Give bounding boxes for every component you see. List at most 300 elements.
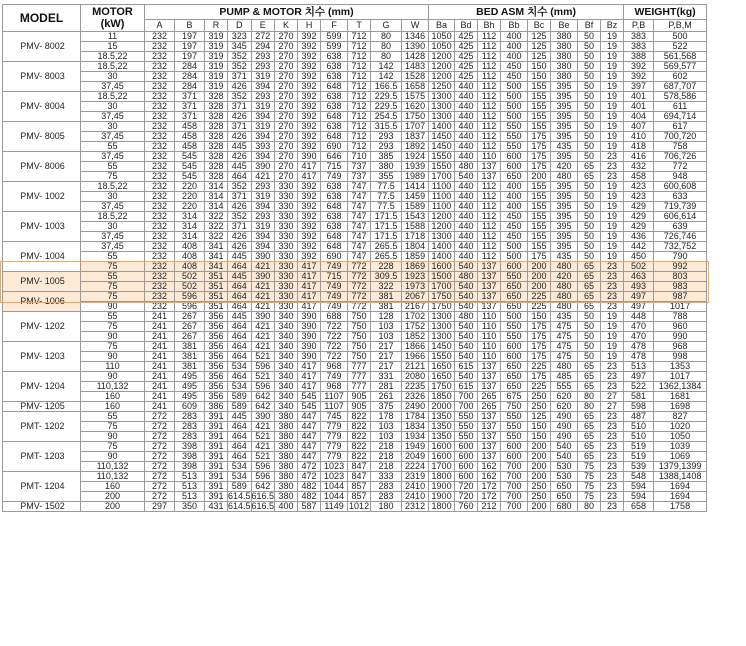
table-cell: 150 [528, 432, 551, 442]
motor-kw-cell: 30 [81, 192, 145, 202]
table-cell: 50 [578, 112, 601, 122]
table-cell: 589 [228, 482, 252, 492]
table-cell: 110 [478, 152, 501, 162]
table-cell: 23 [601, 422, 624, 432]
table-cell: 293 [251, 52, 275, 62]
table-cell: 23 [601, 382, 624, 392]
table-cell: 2080 [402, 372, 429, 382]
table-cell: 464 [228, 262, 252, 272]
table-cell: 392 [298, 72, 321, 82]
table-cell: 1388,1408 [654, 472, 707, 482]
table-cell: 225 [528, 362, 551, 372]
table-cell: 550 [501, 432, 528, 442]
table-cell: 330 [275, 302, 298, 312]
table-cell: 530 [551, 462, 578, 472]
table-cell: 519 [624, 452, 654, 462]
table-cell: 380 [551, 42, 578, 52]
table-cell: 482 [298, 492, 321, 502]
table-cell: 1784 [402, 412, 429, 422]
table-cell: 493 [624, 282, 654, 292]
table-cell: 620 [551, 392, 578, 402]
table-cell: 392 [298, 132, 321, 142]
table-row [3, 462, 707, 472]
table-cell: 383 [624, 42, 654, 52]
table-cell: 497 [624, 292, 654, 302]
table-cell: 125 [528, 52, 551, 62]
table-cell: 254.5 [371, 112, 402, 122]
table-cell: 171.5 [371, 222, 402, 232]
table-cell: 398 [175, 452, 205, 462]
table-cell: 392 [298, 122, 321, 132]
table-cell: 352 [228, 52, 252, 62]
table-cell: 440 [455, 102, 478, 112]
table-cell: 80 [578, 392, 601, 402]
table-cell: 175 [528, 332, 551, 342]
table-cell: 340 [275, 372, 298, 382]
table-cell: 272 [145, 472, 175, 482]
table-cell: 391 [205, 412, 228, 422]
table-cell: 19 [601, 352, 624, 362]
table-cell: 426 [228, 112, 252, 122]
table-cell: 426 [228, 242, 252, 252]
table-cell: 534 [228, 362, 252, 372]
table-cell: 1750 [429, 302, 455, 312]
table-cell: 404 [624, 112, 654, 122]
table-cell: 545 [175, 162, 205, 172]
table-cell: 394 [251, 242, 275, 252]
table-cell: 270 [275, 162, 298, 172]
table-cell: 232 [145, 262, 175, 272]
table-cell: 421 [251, 302, 275, 312]
table-cell: 1758 [654, 502, 707, 512]
table-cell: 638 [321, 52, 348, 62]
table-cell: 356 [205, 372, 228, 382]
table-cell: 390 [251, 162, 275, 172]
table-cell: 137 [478, 422, 501, 432]
table-cell: 1450 [429, 132, 455, 142]
table-cell: 968 [654, 342, 707, 352]
table-cell: 1250 [429, 82, 455, 92]
table-cell: 1698 [654, 402, 707, 412]
bed-asm-dimensions-header: BED ASM 치수 (mm) [429, 5, 624, 20]
table-cell: 426 [228, 152, 252, 162]
table-cell: 50 [578, 92, 601, 102]
table-cell: 417 [298, 372, 321, 382]
table-row [3, 272, 707, 282]
table-cell: 1550 [429, 152, 455, 162]
table-cell: 700,720 [654, 132, 707, 142]
table-cell: 380 [275, 432, 298, 442]
table-cell: 322 [371, 282, 402, 292]
table-row [3, 282, 707, 292]
table-cell: 23 [601, 432, 624, 442]
table-cell: 534 [228, 472, 252, 482]
table-cell: 241 [145, 392, 175, 402]
table-cell: 480 [455, 312, 478, 322]
table-row [3, 402, 707, 412]
table-cell: 1044 [321, 482, 348, 492]
table-cell: 650 [551, 482, 578, 492]
table-cell: 232 [145, 82, 175, 92]
table-cell: 400 [501, 182, 528, 192]
model-cell: PMV- 1005 [3, 272, 81, 292]
table-cell: 261 [371, 392, 402, 402]
table-cell: 80 [578, 402, 601, 412]
table-cell: 648 [321, 232, 348, 242]
table-cell: 23 [601, 472, 624, 482]
table-cell: 722 [321, 342, 348, 352]
table-cell: 638 [321, 182, 348, 192]
table-cell: 1300 [429, 112, 455, 122]
table-cell: 293 [251, 212, 275, 222]
table-cell: 779 [321, 432, 348, 442]
table-cell: 200 [528, 462, 551, 472]
table-cell: 352 [228, 182, 252, 192]
table-cell: 232 [145, 222, 175, 232]
table-cell: 545 [298, 392, 321, 402]
table-cell: 421 [251, 342, 275, 352]
table-cell: 614.5 [228, 501, 251, 511]
table-cell: 1869 [402, 262, 429, 272]
table-cell: 356 [205, 392, 228, 402]
table-cell: 328 [205, 92, 228, 102]
table-cell: 142 [371, 62, 402, 72]
table-row [3, 322, 707, 332]
table-cell: 390 [251, 272, 275, 282]
table-cell: 857 [348, 492, 371, 502]
table-row [3, 142, 707, 152]
table-cell: 712 [348, 32, 371, 42]
table-cell: 500 [501, 242, 528, 252]
table-cell: 589 [228, 392, 252, 402]
table-cell: 500 [501, 312, 528, 322]
table-cell: 487 [624, 412, 654, 422]
table-cell: 23 [601, 172, 624, 182]
table-cell: 440 [455, 252, 478, 262]
table-cell: 380 [275, 462, 298, 472]
table-cell: 314 [205, 182, 228, 192]
pump-col-header: T [348, 20, 371, 32]
table-cell: 1700 [429, 172, 455, 182]
table-cell: 293 [251, 92, 275, 102]
table-cell: 330 [275, 252, 298, 262]
table-cell: 747 [348, 242, 371, 252]
motor-kw-cell: 37,45 [81, 112, 145, 122]
table-cell: 175 [528, 352, 551, 362]
table-row [3, 362, 707, 372]
table-cell: 270 [275, 42, 298, 52]
table-cell: 50 [578, 72, 601, 82]
table-cell: 19 [601, 332, 624, 342]
table-cell: 1600 [429, 262, 455, 272]
table-cell: 390 [251, 312, 275, 322]
table-cell: 232 [145, 252, 175, 262]
table-cell: 990 [654, 332, 707, 342]
table-cell: 2490 [402, 402, 429, 412]
table-cell: 19 [601, 202, 624, 212]
table-cell: 687,707 [654, 82, 707, 92]
table-cell: 341 [205, 242, 228, 252]
table-cell: 1707 [402, 122, 429, 132]
table-cell: 380 [551, 62, 578, 72]
weight-col-header: P,B,M [654, 20, 707, 32]
table-cell: 1892 [402, 142, 429, 152]
table-cell: 822 [348, 452, 371, 462]
table-cell: 197 [175, 32, 205, 42]
table-cell: 272 [145, 422, 175, 432]
table-cell: 232 [145, 242, 175, 252]
table-cell: 2049 [402, 452, 429, 462]
table-cell: 50 [578, 122, 601, 132]
table-cell: 1450 [429, 142, 455, 152]
table-cell: 270 [275, 112, 298, 122]
table-cell: 426 [228, 82, 252, 92]
table-cell: 19 [601, 42, 624, 52]
table-cell: 400 [275, 502, 298, 512]
table-cell: 2121 [402, 362, 429, 372]
table-cell: 65 [578, 172, 601, 182]
table-cell: 747 [348, 252, 371, 262]
table-cell: 569,577 [654, 62, 707, 72]
table-cell: 232 [145, 182, 175, 192]
table-cell: 200 [528, 172, 551, 182]
table-cell: 390 [298, 332, 321, 342]
table-cell: 429 [624, 212, 654, 222]
table-cell: 270 [275, 172, 298, 182]
table-cell: 600 [455, 452, 478, 462]
table-cell: 19 [601, 112, 624, 122]
table-cell: 284 [175, 82, 205, 92]
table-cell: 397 [624, 82, 654, 92]
table-cell: 394 [251, 82, 275, 92]
table-cell: 747 [348, 202, 371, 212]
table-cell: 371 [175, 92, 205, 102]
table-cell: 137 [478, 292, 501, 302]
table-cell: 747 [348, 192, 371, 202]
table-cell: 381 [371, 302, 402, 312]
table-cell: 490 [551, 432, 578, 442]
table-cell: 23 [601, 262, 624, 272]
table-cell: 77.5 [371, 192, 402, 202]
table-cell: 50 [578, 342, 601, 352]
table-cell: 77.5 [371, 202, 402, 212]
table-cell: 599 [321, 32, 348, 42]
table-cell: 1658 [402, 82, 429, 92]
motor-kw-cell: 75 [81, 282, 145, 292]
table-cell: 232 [145, 62, 175, 72]
table-cell: 772 [348, 282, 371, 292]
table-cell: 394 [251, 232, 275, 242]
table-cell: 125 [528, 42, 551, 52]
table-cell: 440 [455, 82, 478, 92]
table-cell: 1012 [349, 501, 370, 511]
table-cell: 510 [624, 432, 654, 442]
table-cell: 283 [175, 412, 205, 422]
table-cell: 394 [251, 202, 275, 212]
table-cell: 522 [654, 42, 707, 52]
table-cell: 458 [175, 132, 205, 142]
table-cell: 395 [551, 92, 578, 102]
table-cell: 1023 [321, 472, 348, 482]
table-cell: 1300 [429, 322, 455, 332]
table-cell: 600 [455, 442, 478, 452]
table-cell: 137 [478, 412, 501, 422]
table-cell: 297 [145, 502, 175, 512]
table-cell: 600 [501, 152, 528, 162]
table-cell: 550 [501, 412, 528, 422]
table-cell: 137 [478, 302, 501, 312]
table-cell: 293 [371, 142, 402, 152]
table-cell: 987 [654, 292, 707, 302]
table-cell: 319 [205, 42, 228, 52]
table-cell: 425 [455, 42, 478, 52]
table-cell: 319 [205, 52, 228, 62]
table-cell: 393 [251, 142, 275, 152]
table-cell: 480 [551, 262, 578, 272]
table-cell: 1620 [402, 102, 429, 112]
table-cell: 395 [551, 112, 578, 122]
table-cell: 380 [275, 442, 298, 452]
table-cell: 522 [624, 382, 654, 392]
table-cell: 232 [145, 232, 175, 242]
table-cell: 356 [205, 352, 228, 362]
table-cell: 270 [275, 102, 298, 112]
table-cell: 356 [205, 332, 228, 342]
table-cell: 480 [455, 272, 478, 282]
table-cell: 418 [624, 142, 654, 152]
table-cell: 314 [175, 212, 205, 222]
table-cell: 540 [455, 332, 478, 342]
motor-kw-cell: 110 [81, 362, 145, 372]
table-cell: 232 [145, 52, 175, 62]
table-cell: 112 [478, 142, 501, 152]
table-cell: 712 [348, 62, 371, 72]
table-cell: 80 [371, 52, 402, 62]
table-cell: 390 [298, 342, 321, 352]
table-cell: 390 [298, 352, 321, 362]
table-cell: 155 [528, 192, 551, 202]
table-cell: 440 [455, 212, 478, 222]
table-cell: 1900 [429, 492, 455, 502]
table-cell: 1483 [402, 62, 429, 72]
table-cell: 137 [478, 272, 501, 282]
table-cell: 712 [348, 92, 371, 102]
table-cell: 65 [578, 162, 601, 172]
motor-kw-cell: 37,45 [81, 242, 145, 252]
table-cell: 395 [551, 82, 578, 92]
table-cell: 1039 [654, 442, 707, 452]
table-cell: 200 [528, 262, 551, 272]
table-cell: 650 [501, 282, 528, 292]
table-cell: 772 [348, 262, 371, 272]
table-row [3, 492, 707, 502]
motor-header-unit: (kW) [100, 18, 125, 30]
table-cell: 960 [654, 322, 707, 332]
table-cell: 540 [455, 302, 478, 312]
table-cell: 421 [251, 322, 275, 332]
table-cell: 50 [578, 202, 601, 212]
table-cell: 1450 [429, 342, 455, 352]
table-cell: 283 [371, 492, 402, 502]
table-cell: 1700 [429, 462, 455, 472]
table-cell: 1100 [429, 202, 455, 212]
table-cell: 1718 [402, 232, 429, 242]
table-cell: 521 [251, 352, 275, 362]
table-cell: 417 [298, 362, 321, 372]
table-cell: 712 [348, 72, 371, 82]
table-cell: 270 [275, 32, 298, 42]
table-row [3, 472, 707, 482]
table-cell: 425 [455, 72, 478, 82]
table-cell: 600,608 [654, 182, 707, 192]
table-cell: 480 [551, 172, 578, 182]
table-cell: 232 [145, 102, 175, 112]
table-cell: 340 [275, 402, 298, 412]
table-cell: 464 [228, 452, 252, 462]
table-cell: 1852 [402, 332, 429, 342]
table-cell: 722 [321, 332, 348, 342]
table-cell: 241 [145, 312, 175, 322]
table-cell: 614.5 [228, 491, 251, 501]
table-cell: 112 [478, 62, 501, 72]
table-cell: 540 [455, 352, 478, 362]
motor-kw-cell: 30 [81, 222, 145, 232]
motor-kw-cell: 30 [81, 102, 145, 112]
table-cell: 23 [601, 442, 624, 452]
table-cell: 197 [175, 52, 205, 62]
table-row [3, 182, 707, 192]
weight-header: WEIGHT(kg) [624, 5, 707, 20]
table-cell: 155 [528, 202, 551, 212]
table-cell: 1589 [402, 202, 429, 212]
table-row [3, 412, 707, 422]
table-cell: 19 [601, 52, 624, 62]
table-cell: 464 [228, 432, 252, 442]
model-cell: PMV- 1502 [3, 502, 81, 512]
table-cell: 319 [251, 122, 275, 132]
table-cell: 435 [551, 312, 578, 322]
table-cell: 435 [551, 252, 578, 262]
table-cell: 1300 [429, 332, 455, 342]
table-cell: 540 [551, 442, 578, 452]
table-cell: 388 [624, 52, 654, 62]
table-cell: 421 [251, 442, 275, 452]
table-cell: 948 [654, 172, 707, 182]
table-cell: 217 [371, 342, 402, 352]
table-cell: 638 [321, 92, 348, 102]
table-cell: 352 [228, 92, 252, 102]
table-cell: 395 [551, 192, 578, 202]
table-cell: 200 [528, 282, 551, 292]
table-cell: 232 [145, 72, 175, 82]
table-cell: 330 [275, 212, 298, 222]
table-cell: 803 [654, 272, 707, 282]
table-cell: 777 [348, 382, 371, 392]
pump-col-header: W [402, 20, 429, 32]
table-cell: 458 [175, 122, 205, 132]
table-cell: 500 [501, 82, 528, 92]
table-row [3, 392, 707, 402]
table-cell: 340 [275, 382, 298, 392]
motor-kw-cell: 200 [81, 502, 145, 512]
table-cell: 371 [175, 112, 205, 122]
table-cell: 395 [551, 132, 578, 142]
table-cell: 19 [601, 342, 624, 352]
model-cell: PMV- 1205 [3, 402, 81, 412]
table-cell: 2067 [402, 292, 429, 302]
table-cell: 171.5 [371, 232, 402, 242]
bed-col-header: Bb [501, 20, 528, 32]
